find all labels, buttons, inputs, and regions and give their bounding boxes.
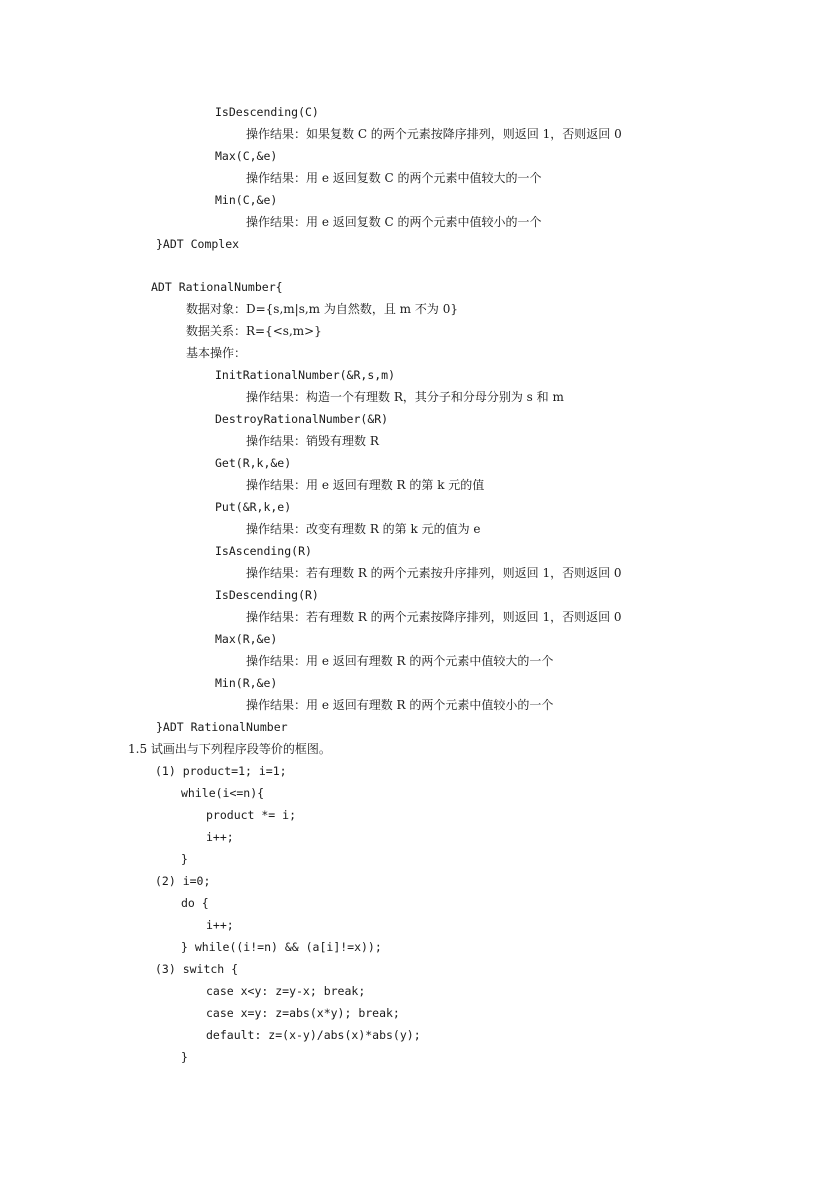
code-line: }	[181, 852, 188, 866]
data-objects: 数据对象：D={s,m|s,m 为自然数，且 m 不为 0}	[186, 302, 458, 316]
op-is-descending-c: IsDescending(C)	[215, 105, 319, 119]
op-is-descending-r: IsDescending(R)	[215, 588, 319, 602]
op-result-text: 操作结果：用 e 返回复数 C 的两个元素中值较大的一个	[246, 171, 542, 185]
adt-rational-header: ADT RationalNumber{	[151, 280, 283, 294]
code-line: default: z=(x-y)/abs(x)*abs(y);	[206, 1028, 421, 1042]
op-result-text: 操作结果：若有理数 R 的两个元素按降序排列，则返回 1，否则返回 0	[246, 610, 622, 624]
code-line: (1) product=1; i=1;	[155, 764, 287, 778]
op-result-text: 操作结果：若有理数 R 的两个元素按升序排列，则返回 1，否则返回 0	[246, 566, 622, 580]
basic-operations-label: 基本操作：	[186, 346, 247, 360]
op-init-rational: InitRationalNumber(&R,s,m)	[215, 368, 396, 382]
op-is-ascending-r: IsAscending(R)	[215, 544, 312, 558]
code-line: case x=y: z=abs(x*y); break;	[206, 1006, 400, 1020]
code-line: i++;	[206, 918, 234, 932]
code-line: } while((i!=n) && (a[i]!=x));	[181, 940, 382, 954]
op-result-text: 操作结果：销毁有理数 R	[246, 434, 379, 448]
op-result-text: 操作结果：用 e 返回复数 C 的两个元素中值较小的一个	[246, 215, 542, 229]
exercise-heading: 1.5 试画出与下列程序段等价的框图。	[128, 742, 331, 756]
op-min-c: Min(C,&e)	[215, 193, 278, 207]
code-line: i++;	[206, 830, 234, 844]
op-get: Get(R,k,&e)	[215, 456, 292, 470]
op-max-c: Max(C,&e)	[215, 149, 278, 163]
op-destroy-rational: DestroyRationalNumber(&R)	[215, 412, 389, 426]
code-line: (2) i=0;	[155, 874, 211, 888]
code-line: do {	[181, 896, 209, 910]
code-line: while(i<=n){	[181, 786, 265, 800]
op-result-text: 操作结果：用 e 返回有理数 R 的两个元素中值较大的一个	[246, 654, 554, 668]
op-result-text: 操作结果：如果复数 C 的两个元素按降序排列，则返回 1，否则返回 0	[246, 127, 622, 141]
code-line: case x<y: z=y-x; break;	[206, 984, 366, 998]
op-result-text: 操作结果：用 e 返回有理数 R 的两个元素中值较小的一个	[246, 698, 554, 712]
data-relations: 数据关系：R={<s,m>}	[186, 324, 322, 338]
op-max-r: Max(R,&e)	[215, 632, 278, 646]
op-result-text: 操作结果：改变有理数 R 的第 k 元的值为 e	[246, 522, 481, 536]
op-result-text: 操作结果：用 e 返回有理数 R 的第 k 元的值	[246, 478, 485, 492]
op-min-r: Min(R,&e)	[215, 676, 278, 690]
op-result-text: 操作结果：构造一个有理数 R，其分子和分母分别为 s 和 m	[246, 390, 564, 404]
adt-complex-end: }ADT Complex	[156, 237, 240, 251]
op-put: Put(&R,k,e)	[215, 500, 292, 514]
code-line: product *= i;	[206, 808, 297, 822]
code-line: (3) switch {	[155, 962, 239, 976]
adt-rational-end: }ADT RationalNumber	[156, 720, 288, 734]
code-line: }	[181, 1050, 188, 1064]
